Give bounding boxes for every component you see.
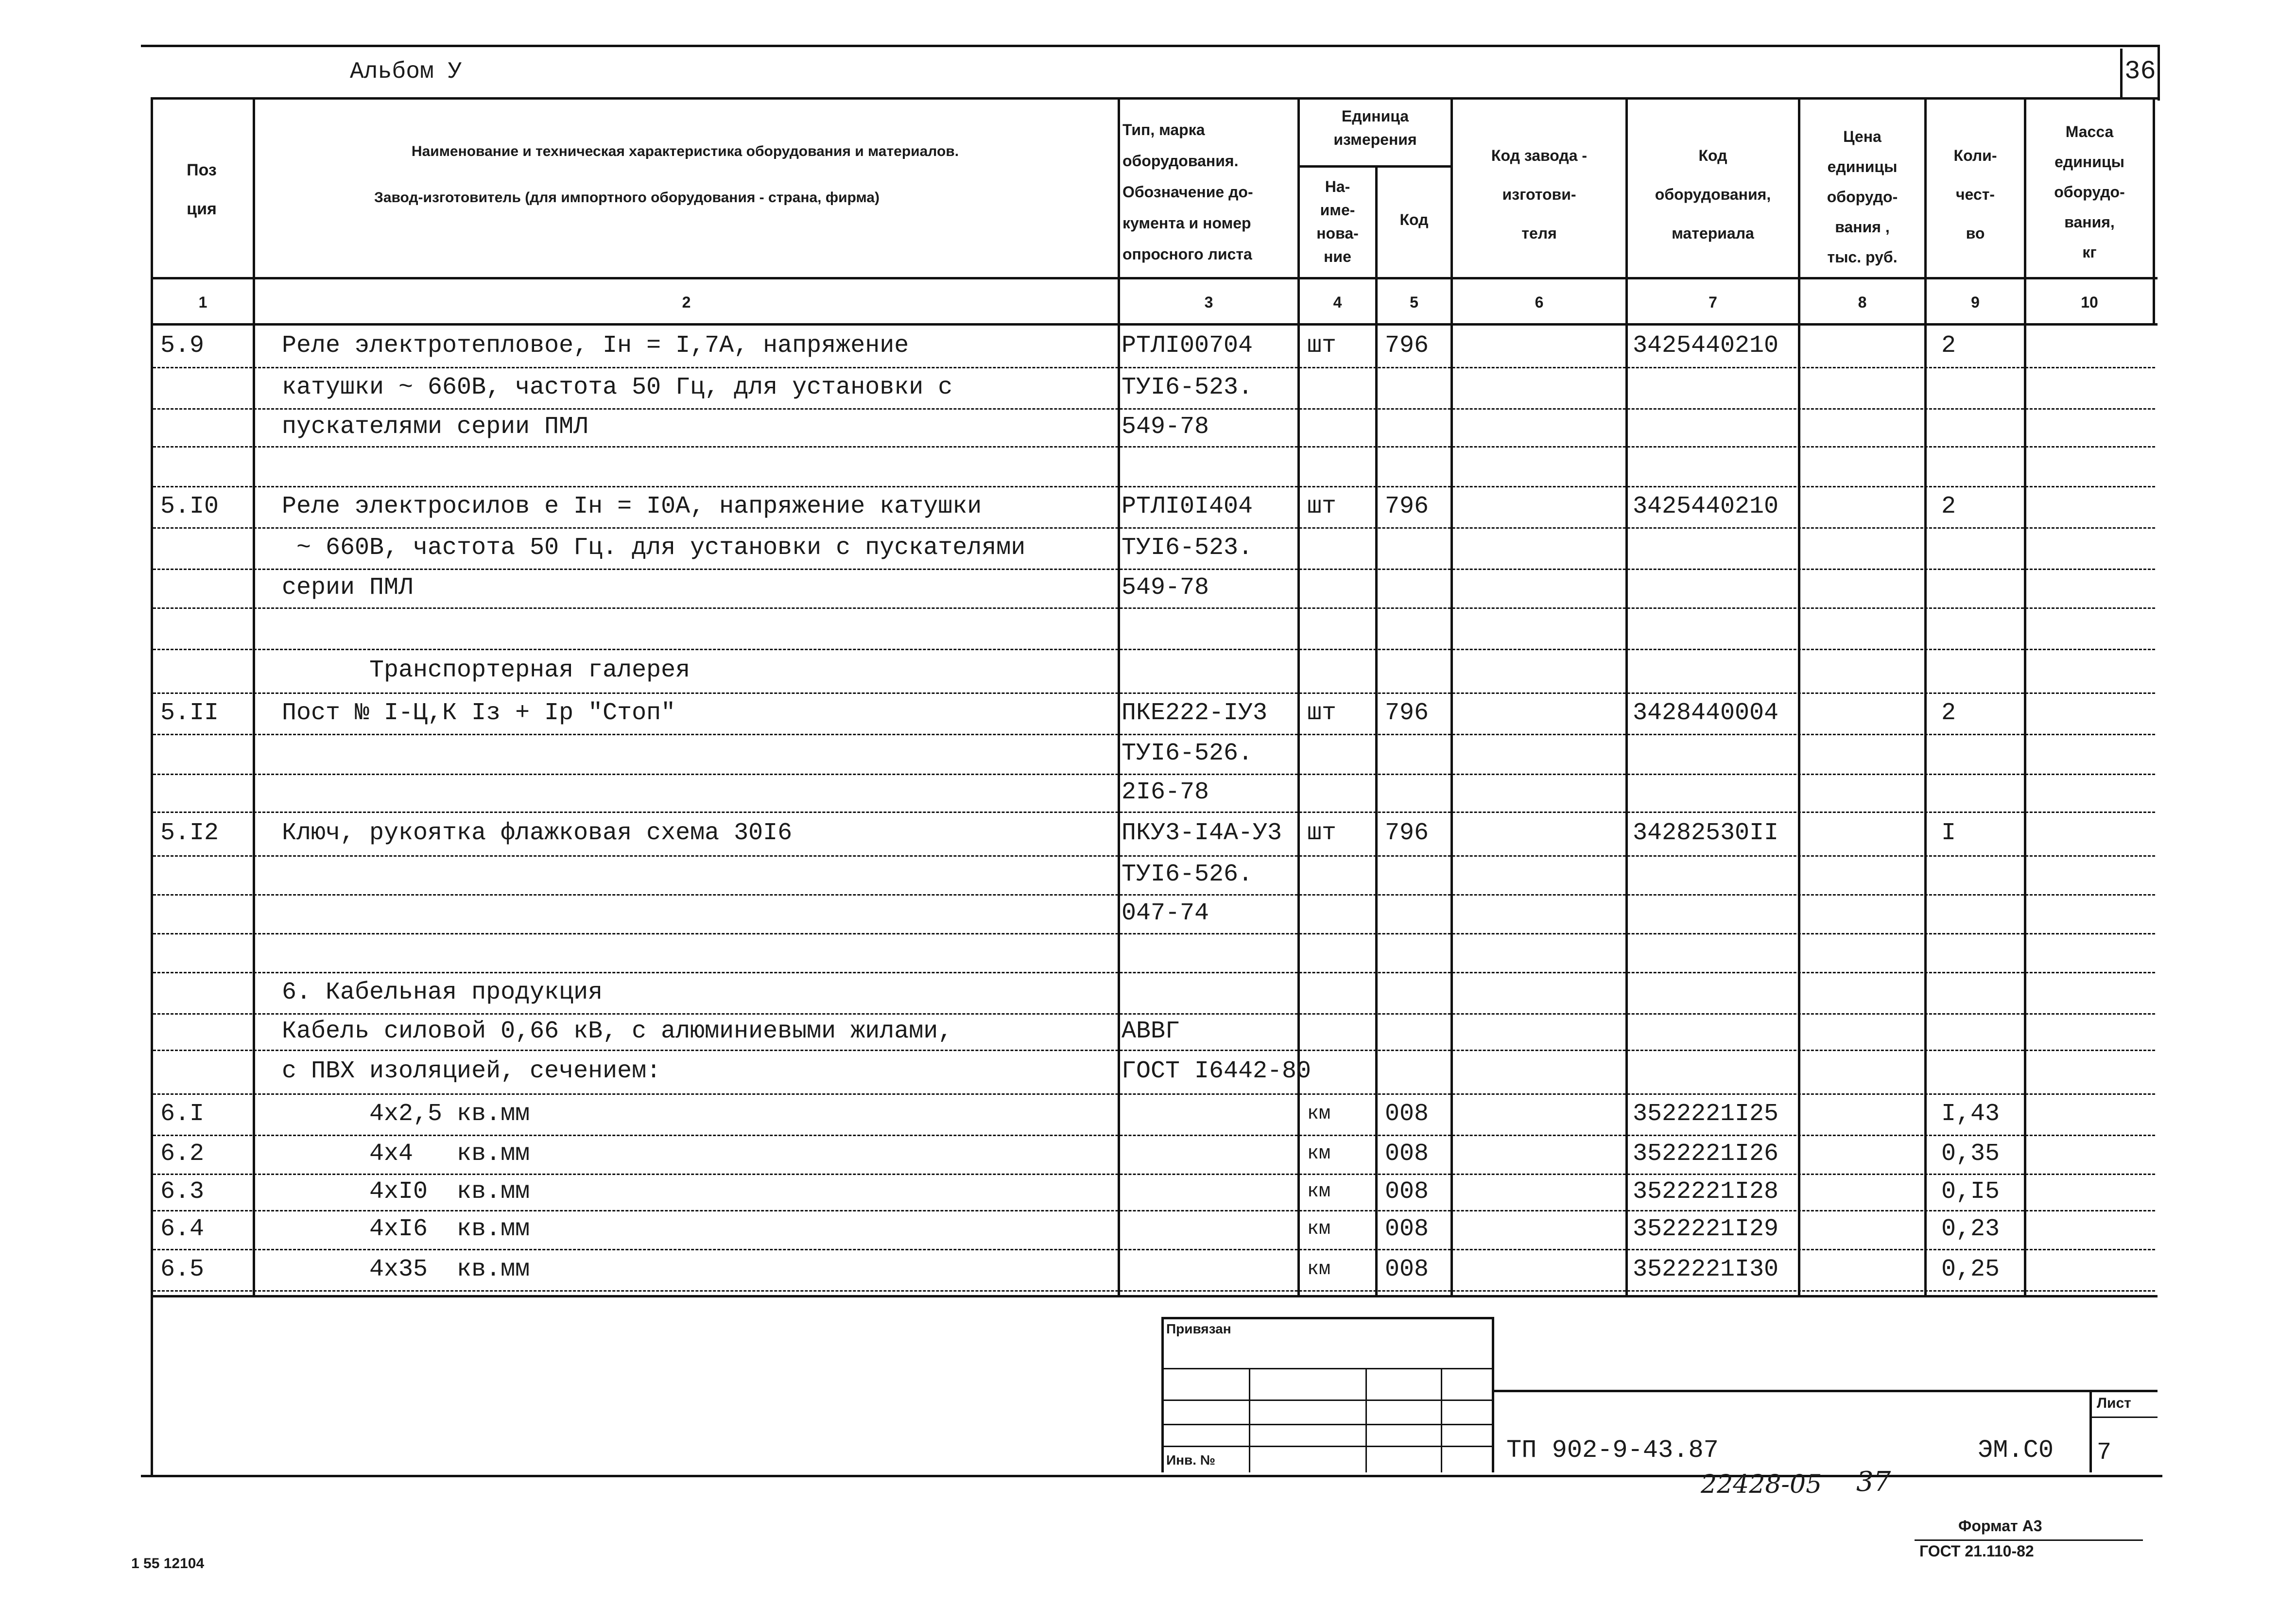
cell-qty: 0,25: [1941, 1255, 2000, 1283]
print-code: 1 55 12104: [131, 1555, 205, 1572]
cell-code: 796: [1385, 492, 1429, 520]
cell-name: Реле электросилов е Iн = I0А, напряжение катушки: [282, 492, 982, 520]
header-col2-line1: Наименование и техническая характеристика оборудования и материалов.: [411, 143, 959, 159]
stamp-mark: ЭМ.С0: [1978, 1436, 2054, 1465]
cell-type: 549-78: [1122, 413, 1209, 441]
header-col1: Поз ция: [187, 161, 217, 218]
cell-name: 6. Кабельная продукция: [282, 978, 603, 1006]
format-label: Формат А3: [1958, 1517, 2042, 1535]
cell-type: ТУI6-523.: [1122, 534, 1253, 562]
cell-unit: км: [1307, 1180, 1331, 1203]
sheet-number: 36: [2124, 57, 2156, 86]
cell-qty: 2: [1941, 331, 1956, 360]
cell-mat: 3425440210: [1633, 492, 1779, 520]
cell-type: ГОСТ I6442-80: [1122, 1057, 1312, 1085]
cell-pos: 5.I0: [160, 492, 219, 520]
cell-qty: I: [1941, 819, 1956, 847]
cell-pos: 6.4: [160, 1215, 205, 1243]
cell-name: 4х2,5 кв.мм: [282, 1100, 530, 1128]
cell-mat: 3522221I28: [1633, 1177, 1779, 1206]
album-label: Альбом У: [350, 59, 462, 85]
header-col6: Код завода - изготови- теля: [1491, 147, 1588, 242]
cell-name: катушки ~ 660В, частота 50 Гц, для установки с: [282, 373, 953, 401]
cell-name: 4х4 кв.мм: [282, 1140, 530, 1168]
handwritten-code: 22428-05: [1701, 1470, 1822, 1499]
cell-type: ТУI6-523.: [1122, 373, 1253, 401]
cell-name: Кабель силовой 0,66 кВ, с алюминиевыми жилами,: [282, 1017, 953, 1045]
header-col2-line2: Завод-изготовитель (для импортного оборудования - страна, фирма): [374, 190, 880, 206]
cell-unit: шт: [1307, 331, 1337, 360]
cell-type: 047-74: [1122, 899, 1209, 927]
cell-pos: 5.II: [160, 699, 219, 727]
cell-type: РТЛI0I404: [1122, 492, 1253, 520]
cell-qty: 0,I5: [1941, 1177, 2000, 1206]
header-col3: Тип, марка оборудования. Обозначение до- кумента и номер опросного листа: [1122, 121, 1253, 263]
cell-name: 4хI0 кв.мм: [282, 1177, 530, 1206]
cell-qty: I,43: [1941, 1100, 2000, 1128]
cell-mat: 3522221I29: [1633, 1215, 1779, 1243]
cell-code: 008: [1385, 1215, 1429, 1243]
header-col5: Код: [1399, 211, 1429, 228]
cell-mat: 3522221I26: [1633, 1140, 1779, 1168]
cell-mat: 3522221I25: [1633, 1100, 1779, 1128]
cell-name: пускателями серии ПМЛ: [282, 413, 588, 441]
cell-pos: 6.5: [160, 1255, 205, 1283]
header-col10: Масса единицы оборудо- вания, кг: [2054, 123, 2125, 261]
cell-name: серии ПМЛ: [282, 574, 414, 602]
cell-name: 4хI6 кв.мм: [282, 1215, 530, 1243]
header-col4: На- име- нова- ние: [1316, 178, 1359, 265]
cell-unit: шт: [1307, 699, 1337, 727]
cell-unit: км: [1307, 1143, 1331, 1165]
cell-qty: 2: [1941, 699, 1956, 727]
cell-name: ~ 660В, частота 50 Гц. для установки с пускателями: [282, 534, 1026, 562]
cell-qty: 0,35: [1941, 1140, 2000, 1168]
cell-mat: 34282530II: [1633, 819, 1779, 847]
cell-code: 796: [1385, 819, 1429, 847]
cell-pos: 6.I: [160, 1100, 205, 1128]
cell-type: ТУI6-526.: [1122, 861, 1253, 888]
cell-name: Пост № I-Ц,К Iз + Iр "Стоп": [282, 699, 676, 727]
header-unit-title: Единица измерения: [1333, 107, 1417, 148]
header-col7: Код оборудования, материала: [1655, 147, 1771, 242]
cell-pos: 5.I2: [160, 819, 219, 847]
cell-pos: 6.2: [160, 1140, 205, 1168]
cell-unit: км: [1307, 1103, 1331, 1125]
cell-code: 008: [1385, 1100, 1429, 1128]
cell-type: 2I6-78: [1122, 778, 1209, 806]
cell-qty: 2: [1941, 492, 1956, 520]
cell-code: 796: [1385, 699, 1429, 727]
cell-pos: 5.9: [160, 331, 205, 360]
handwritten-page: 37: [1856, 1466, 1891, 1498]
cell-unit: шт: [1307, 819, 1337, 847]
cell-name: с ПВХ изоляцией, сечением:: [282, 1057, 661, 1085]
stamp-inv-label: Инв. №: [1166, 1452, 1216, 1468]
cell-type: 549-78: [1122, 574, 1209, 602]
cell-mat: 3425440210: [1633, 331, 1779, 360]
cell-code: 008: [1385, 1177, 1429, 1206]
cell-qty: 0,23: [1941, 1215, 2000, 1243]
cell-unit: км: [1307, 1258, 1331, 1280]
stamp-doc-code: ТП 902-9-43.87: [1506, 1436, 1719, 1465]
cell-code: 008: [1385, 1255, 1429, 1283]
cell-name: 4х35 кв.мм: [282, 1255, 530, 1283]
cell-type: РТЛI00704: [1122, 331, 1253, 360]
cell-name: Ключ, рукоятка флажковая схема 30I6: [282, 819, 793, 847]
stamp-sheet-label: Лист: [2097, 1395, 2131, 1411]
header-col9: Коли- чест- во: [1953, 147, 1997, 242]
cell-unit: шт: [1307, 492, 1337, 520]
cell-code: 796: [1385, 331, 1429, 360]
stamp-attached-label: Привязан: [1166, 1321, 1231, 1336]
cell-mat: 3428440004: [1633, 699, 1779, 727]
cell-type: ПКЕ222-IУ3: [1122, 699, 1268, 727]
cell-code: 008: [1385, 1140, 1429, 1168]
gost-label: ГОСТ 21.110-82: [1919, 1542, 2034, 1560]
header-col8: Цена единицы оборудо- вания , тыс. руб.: [1827, 128, 1898, 266]
cell-type: ПКУ3-I4А-У3: [1122, 819, 1282, 847]
cell-pos: 6.3: [160, 1177, 205, 1206]
cell-name: Реле электротепловое, Iн = I,7А, напряжение: [282, 331, 909, 360]
cell-name: Транспортерная галерея: [282, 657, 691, 684]
cell-unit: км: [1307, 1218, 1331, 1240]
cell-type: ТУI6-526.: [1122, 740, 1253, 767]
cell-mat: 3522221I30: [1633, 1255, 1779, 1283]
cell-type: АВВГ: [1122, 1017, 1180, 1045]
stamp-sheet-value: 7: [2097, 1439, 2112, 1467]
